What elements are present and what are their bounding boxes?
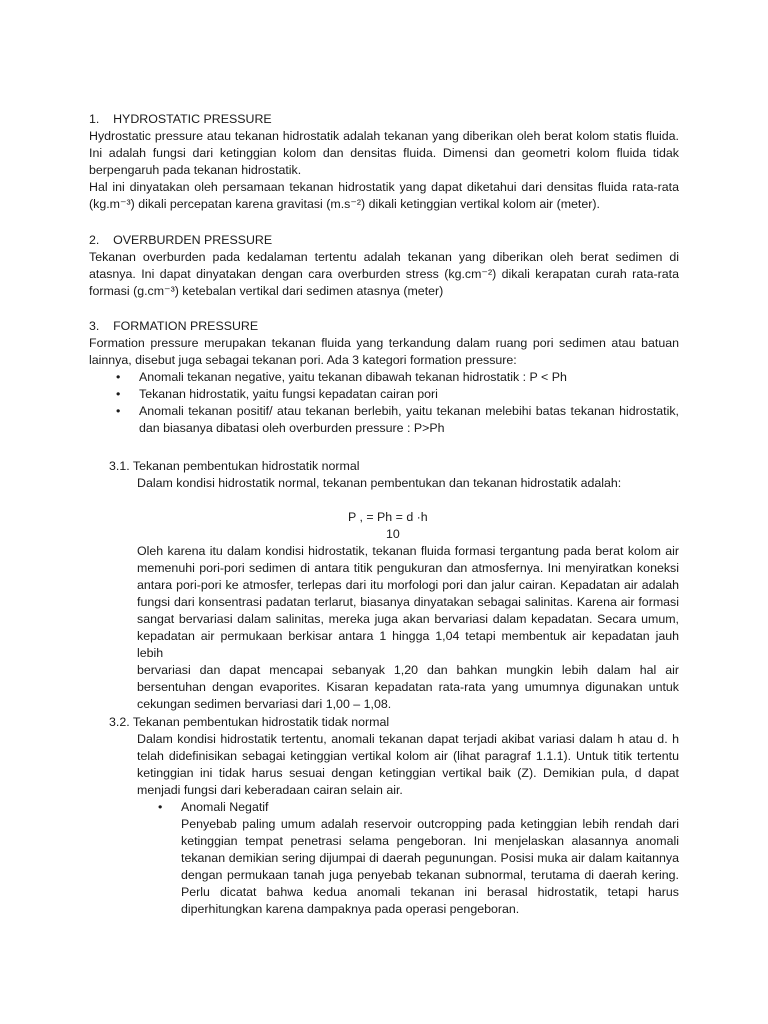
paragraph xyxy=(137,731,679,799)
formula-denominator: 10 xyxy=(386,527,400,541)
section-heading: 3. FORMATION PRESSURE xyxy=(89,319,259,333)
section-heading: 1. HYDROSTATIC PRESSURE xyxy=(89,112,272,126)
paragraph-line: ketinggian tempat penetrasi selama pengeboran. Ini menjelaskan alasannya anomali xyxy=(181,834,679,848)
paragraph-line: Dalam kondisi hidrostatik tertentu, anomali tekanan dapat terjadi akibat variasi dalam h atau d. h xyxy=(137,732,679,746)
bullet-icon: • xyxy=(158,800,163,814)
paragraph-line: menjadi fungsi dari keberadaan cairan selain air. xyxy=(137,783,403,797)
formula: P , = Ph = d ·h xyxy=(348,510,428,524)
paragraph xyxy=(181,816,679,918)
paragraph-line: diperhitungkan karena dampaknya pada operasi pengeboran. xyxy=(181,902,520,916)
paragraph-line: Oleh karena itu dalam kondisi hidrostatik, tekanan fluida formasi tergantung pada berat kolom air xyxy=(137,544,679,558)
list-item: • Anomali tekanan negative, yaitu tekanan dibawah tekanan hidrostatik : P < Ph xyxy=(116,370,567,384)
section-overburden xyxy=(89,232,679,300)
paragraph-line: Ini adalah fungsi dari ketinggian kolom dan densitas fluida. Dimensi dan geometri kolom fluida tidak xyxy=(89,146,679,160)
paragraph-line: (kg.m⁻³) dikali percepatan karena gravitasi (m.s⁻²) dikali ketinggian vertikal kolom air (meter). xyxy=(89,197,600,211)
paragraph-line: cekungan sedimen bervariasi dari 1,00 – 1,08. xyxy=(137,697,392,711)
paragraph-line: telah didefinisikan sebagai ketinggian vertikal kolom air (lihat paragraf 1.1.1). Untuk titik tertentu xyxy=(137,749,679,763)
paragraph-line: berpengaruh pada tekanan hidrostatik. xyxy=(89,163,302,177)
paragraph-line: antara pori-pori ke atmosfer, terlepas dari itu morfologi pori dan jalur cairan. Kepadatan air adalah xyxy=(137,578,679,592)
section-heading: 2. OVERBURDEN PRESSURE xyxy=(89,233,273,247)
list-item: • Tekanan hidrostatik, yaitu fungsi kepadatan cairan pori xyxy=(116,387,438,401)
paragraph-line: Perlu dicatat bahwa kedua anomali tekanan ini berasal hidrostatik, tetapi harus xyxy=(181,885,679,899)
paragraph-line: formasi (g.cm⁻³) ketebalan vertikal dari sedimen atasnya (meter) xyxy=(89,284,444,298)
paragraph-line: Hal ini dinyatakan oleh persamaan tekanan hidrostatik yang dapat diketahui dari densitas fluida rata-rata xyxy=(89,180,679,194)
list-item: • Anomali tekanan positif/ atau tekanan berlebih, yaitu tekanan melebihi batas tekanan hidrostatik, dan biasanya dibatasi oleh overburden pressure : P>Ph xyxy=(116,404,679,435)
paragraph-line: memenuhi pori-pori sedimen di antara titik pengukuran dan atmosfernya. Ini menyiratkan koneksi xyxy=(137,561,679,575)
bullet-icon: • xyxy=(116,387,121,401)
paragraph-line: dengan permukaan tanah juga penyebab tekanan subnormal, terutama di daerah kering. xyxy=(181,868,679,882)
paragraph xyxy=(137,543,679,713)
subsection-heading: 3.1. Tekanan pembentukan hidrostatik normal xyxy=(109,459,360,473)
section-formation xyxy=(89,318,679,437)
bullet-icon: • xyxy=(116,404,121,418)
paragraph-line: bersentuhan dengan evaporites. Kisaran kepadatan rata-rata yang umumnya digunakan untuk xyxy=(137,680,679,694)
section-hydrostatic xyxy=(89,111,679,213)
paragraph-line: tekanan demikian sering dijumpai di daerah pegunungan. Posisi muka air dalam kaitannya xyxy=(181,851,679,865)
paragraph-line: sangat bervariasi dalam salinitas, mereka juga akan bervariasi dalam kepadatan. Secara umum, xyxy=(137,612,679,626)
bullet-icon: • xyxy=(116,370,121,384)
paragraph-line: ketinggian ini tidak harus sesuai dengan ketinggian vertikal baik (Z). Demikian pula, d dapat xyxy=(137,766,679,780)
paragraph-line: kepadatan air permukaan berkisar antara 1 hingga 1,04 tetapi membentuk air kepadatan jauh lebih xyxy=(137,629,679,660)
paragraph-line: atasnya. Ini dapat dinyatakan dengan cara overburden stress (kg.cm⁻²) dikali kerapatan curah rata-rata xyxy=(89,267,679,281)
paragraph-line: Dalam kondisi hidrostatik normal, tekanan pembentukan dan tekanan hidrostatik adalah: xyxy=(137,476,622,490)
bullet-list xyxy=(89,369,679,437)
paragraph-line: Penyebab paling umum adalah reservoir outcropping pada ketinggian lebih rendah dari xyxy=(181,817,679,831)
paragraph-line: fungsi dari konsentrasi padatan terlarut, biasanya dinyatakan sebagai salinitas. Karena air formasi xyxy=(137,595,679,609)
bullet-heading: Anomali Negatif xyxy=(181,800,269,814)
paragraph-line: lainnya, disebut juga sebagai tekanan pori. Ada 3 kategori formation pressure: xyxy=(89,353,517,367)
paragraph-line: Hydrostatic pressure atau tekanan hidrostatik adalah tekanan yang diberikan oleh berat kolom statis fluida. xyxy=(89,129,679,143)
paragraph-line: Formation pressure merupakan tekanan fluida yang terkandung dalam ruang pori sedimen atau batuan xyxy=(89,336,679,350)
subsection-heading: 3.2. Tekanan pembentukan hidrostatik tidak normal xyxy=(109,715,390,729)
paragraph-line: Tekanan overburden pada kedalaman tertentu adalah tekanan yang diberikan oleh berat sedimen di xyxy=(89,250,679,264)
paragraph-line: bervariasi dan dapat mencapai sebanyak 1,20 dan bahkan mungkin lebih dalam hal air xyxy=(137,663,679,677)
